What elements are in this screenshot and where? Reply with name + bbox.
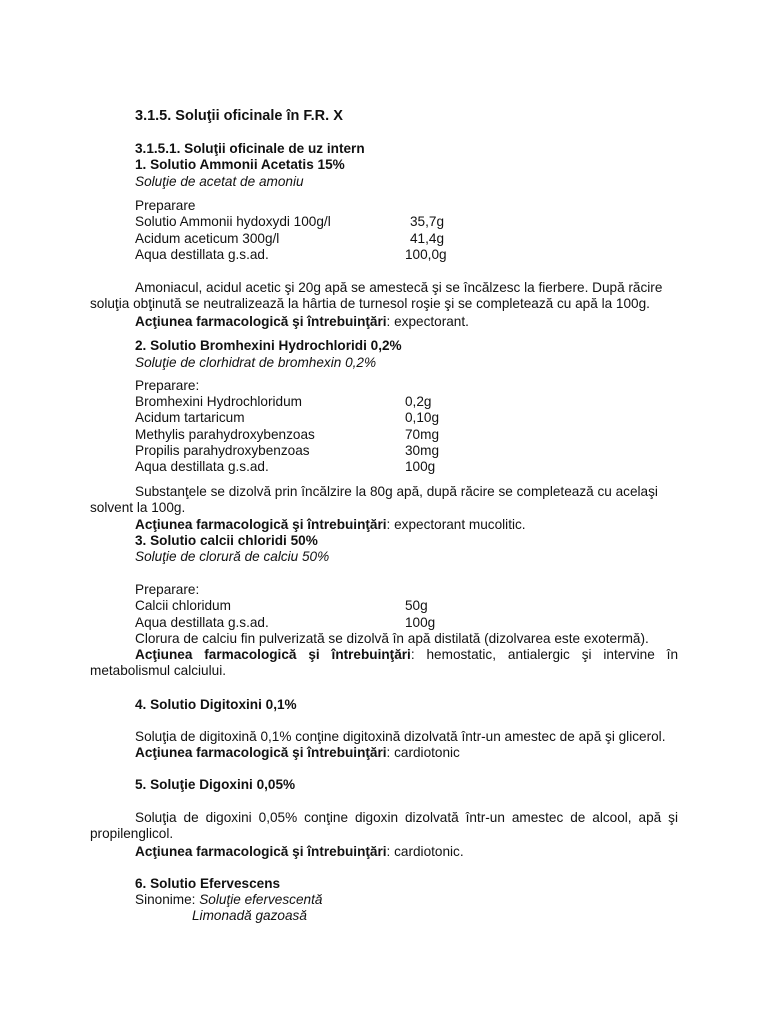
s2-ingredient-name: Aqua destillata g.s.ad. [135, 459, 269, 474]
s3-prep-label: Preparare: [135, 582, 200, 597]
s1-ingredient-qty: 35,7g [410, 214, 445, 229]
s1-prep-label: Preparare [135, 198, 196, 213]
s2-description-line: solvent la 100g. [90, 500, 186, 515]
s5-title: 5. Soluţie Digoxini 0,05% [135, 777, 296, 792]
s4-action [135, 745, 460, 761]
s1-ingredient-name: Acidum aceticum 300g/l [135, 231, 280, 246]
s2-ingredient-name: Bromhexini Hydrochloridum [135, 394, 302, 409]
s5-description-line: Soluţia de digoxini 0,05% conţine digoxin dizolvată într-un amestec de alcool, apă şi [135, 810, 678, 825]
s4-title: 4. Solutio Digitoxini 0,1% [135, 697, 297, 712]
s1-description-line: Amoniacul, acidul acetic şi 20g apă se amestecă şi se încălzesc la fierbere. După răcire [135, 280, 663, 295]
s3-ingredient-name: Calcii chloridum [135, 598, 231, 613]
section-title: 3.1.5. Soluţii oficinale în F.R. X [135, 108, 343, 124]
s3-action-line: metabolismul calciului. [90, 663, 226, 678]
s5-action-label: Acţiunea farmacologică şi întrebuinţări [135, 844, 387, 859]
s6-synonyms-label: Sinonime: [135, 892, 200, 907]
s3-action-label: Acţiunea farmacologică şi întrebuinţări [135, 647, 411, 662]
s3-action-value: : hemostatic, antialergic şi intervine în [410, 647, 678, 662]
s2-action-value: : expectorant mucolitic. [386, 517, 526, 532]
s6-synonyms [135, 892, 322, 908]
s5-action [135, 844, 464, 860]
s1-action [135, 314, 469, 330]
s3-description-line: Clorura de calciu fin pulverizată se dizolvă în apă distilată (dizolvarea este exotermă). [135, 631, 649, 646]
s1-ingredient-name: Solutio Ammonii hydoxydi 100g/l [135, 214, 331, 229]
s1-ingredient-qty: 100,0g [405, 247, 447, 262]
s2-ingredient-qty: 0,2g [405, 394, 432, 409]
s3-subtitle: Soluţie de clorură de calciu 50% [135, 549, 330, 564]
s3-ingredient-name: Aqua destillata g.s.ad. [135, 615, 269, 630]
s1-action-value: : expectorant. [386, 314, 469, 329]
s1-title: 1. Solutio Ammonii Acetatis 15% [135, 157, 345, 172]
s3-ingredient-qty: 100g [405, 615, 436, 630]
s2-action [135, 517, 526, 533]
s5-description-line: propilenglicol. [90, 826, 174, 841]
s4-action-value: : cardiotonic [386, 745, 460, 760]
s1-subtitle: Soluţie de acetat de amoniu [135, 174, 304, 189]
s6-synonym: Limonadă gazoasă [192, 908, 307, 923]
s2-ingredient-qty: 70mg [405, 427, 440, 442]
s2-description-line: Substanţele se dizolvă prin încălzire la 80g apă, după răcire se completează cu acelaşi [135, 484, 658, 499]
s1-ingredient-qty: 41,4g [410, 231, 445, 246]
s3-title: 3. Solutio calcii chloridi 50% [135, 533, 318, 548]
s2-title: 2. Solutio Bromhexini Hydrochloridi 0,2% [135, 338, 402, 353]
s6-synonym: Soluţie efervescentă [199, 892, 323, 907]
s2-ingredient-qty: 30mg [405, 443, 440, 458]
s3-ingredient-qty: 50g [405, 598, 428, 613]
s2-ingredient-qty: 100g [405, 459, 436, 474]
s2-action-label: Acţiunea farmacologică şi întrebuinţări [135, 517, 387, 532]
s2-ingredient-name: Propilis parahydroxybenzoas [135, 443, 310, 458]
s2-prep-label: Preparare: [135, 378, 200, 393]
s6-title: 6. Solutio Efervescens [135, 876, 281, 891]
s5-action-value: : cardiotonic. [386, 844, 464, 859]
s4-action-label: Acţiunea farmacologică şi întrebuinţări [135, 745, 387, 760]
s4-description-line: Soluţia de digitoxină 0,1% conţine digitoxină dizolvată într-un amestec de apă şi glicerol. [135, 729, 666, 744]
s1-ingredient-name: Aqua destillata g.s.ad. [135, 247, 269, 262]
subsection-title: 3.1.5.1. Soluţii oficinale de uz intern [135, 141, 365, 156]
s2-ingredient-name: Acidum tartaricum [135, 410, 245, 425]
s3-action [135, 647, 678, 663]
s2-subtitle: Soluţie de clorhidrat de bromhexin 0,2% [135, 355, 377, 370]
s1-action-label: Acţiunea farmacologică şi întrebuinţări [135, 314, 387, 329]
s2-ingredient-qty: 0,10g [405, 410, 440, 425]
s1-description-line: soluţia obţinută se neutralizează la hârtia de turnesol roşie şi se completează cu apă la 100g. [90, 296, 650, 311]
s2-ingredient-name: Methylis parahydroxybenzoas [135, 427, 315, 442]
